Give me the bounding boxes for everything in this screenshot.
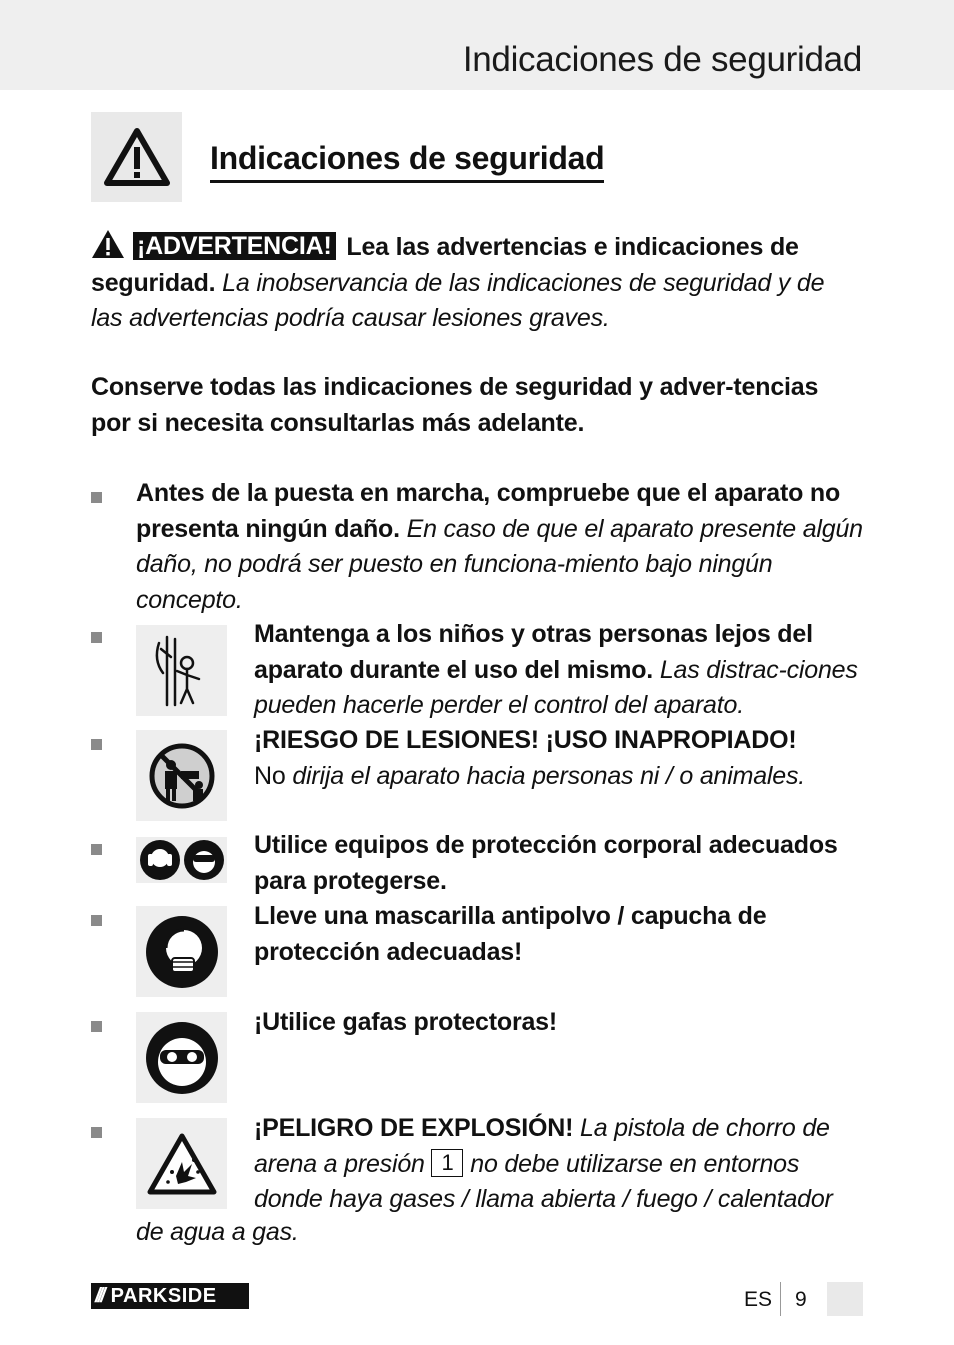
list-item — [254, 1005, 866, 1041]
section-title: Indicaciones de seguridad — [210, 138, 604, 183]
dust-mask-icon-box — [136, 906, 227, 997]
part-number-box: 1 — [431, 1149, 463, 1177]
logo-slashes: /// — [95, 1284, 103, 1307]
item-italic-text: Las distrac-ciones pueden hacerle perder el control del aparato. — [254, 655, 858, 719]
list-item — [136, 476, 866, 618]
list-bullet — [91, 1127, 102, 1138]
item-italic-last-line: de agua a gas. — [136, 1218, 299, 1246]
item-bold-text: ¡RIESGO DE LESIONES! ¡USO INAPROPIADO! — [254, 726, 797, 754]
ear-eye-protection-icon — [137, 838, 227, 882]
footer-divider — [780, 1282, 781, 1316]
list-item — [254, 1111, 866, 1218]
list-item — [254, 617, 866, 724]
child-bystander-icon — [147, 633, 217, 709]
warning-bold-text: Lea las advertencias e indicaciones de seguridad. — [91, 233, 799, 297]
conserve-paragraph: Conserve todas las indicaciones de seguridad y adver-tencias por si necesita consultarlas más adelante. — [91, 373, 819, 437]
footer-language: ES — [744, 1288, 773, 1311]
list-bullet — [91, 632, 102, 643]
list-item — [254, 899, 866, 970]
item-bold-text: ¡Utilice gafas protectoras! — [254, 1008, 558, 1036]
list-item — [254, 723, 866, 794]
item-bold-text: Lleve una mascarilla antipolvo / capucha de protección adecuadas! — [254, 902, 767, 966]
item-bold-text: ¡PELIGRO DE EXPLOSIÓN! — [254, 1114, 574, 1142]
no-spraying-people-icon-box — [136, 730, 227, 821]
list-bullet — [91, 492, 102, 503]
item-italic-text: dirija el aparato hacia personas ni / o animales. — [292, 761, 806, 790]
explosion-warning-icon-box — [136, 1118, 227, 1209]
list-item — [254, 828, 866, 899]
list-bullet — [91, 844, 102, 855]
item-italic-text-a: La pistola de chorro de arena a presión — [254, 1114, 830, 1178]
page-number: 9 — [795, 1288, 807, 1311]
safety-goggles-icon-box — [136, 1012, 227, 1103]
warning-italic-text: La inobservancia de las indicaciones de seguridad y de las advertencias podría causar lesiones graves. — [91, 268, 825, 332]
warning-triangle-icon — [103, 127, 171, 187]
item-bold-text: Mantenga a los niños y otras personas lejos del aparato durante el uso del mismo. — [254, 620, 813, 684]
safety-goggles-icon — [144, 1020, 220, 1096]
item-bold-text: Antes de la puesta en marcha, compruebe que el aparato no presenta ningún daño. — [136, 479, 841, 543]
footer-box — [827, 1282, 863, 1316]
page-header-title: Indicaciones de seguridad — [462, 40, 862, 79]
explosion-warning-icon — [146, 1132, 218, 1196]
list-bullet — [91, 915, 102, 926]
item-italic-text: En caso de que el aparato presente algún daño, no podrá ser puesto en funciona-miento bajo ningún concepto. — [136, 514, 863, 614]
no-spraying-people-icon — [147, 741, 217, 811]
logo-text: PARKSIDE — [110, 1284, 217, 1307]
item-bold-text: Utilice equipos de protección corporal adecuados para protegerse. — [254, 831, 838, 895]
list-bullet — [91, 1021, 102, 1032]
warning-label: ¡ADVERTENCIA! — [133, 232, 336, 260]
section-warning-icon-box — [91, 112, 182, 202]
item-normal-prefix: No — [254, 761, 286, 790]
child-bystander-icon-box — [136, 625, 227, 716]
warning-small-icon — [91, 229, 125, 259]
parkside-logo — [91, 1283, 249, 1309]
ear-eye-protection-icon-box — [136, 837, 227, 883]
dust-mask-icon — [144, 914, 220, 990]
item-italic-text-b: no debe utilizarse en entornos donde haya gases / llama abierta / fuego / calentador — [254, 1149, 833, 1213]
warning-paragraph — [91, 229, 861, 337]
list-bullet — [91, 739, 102, 750]
